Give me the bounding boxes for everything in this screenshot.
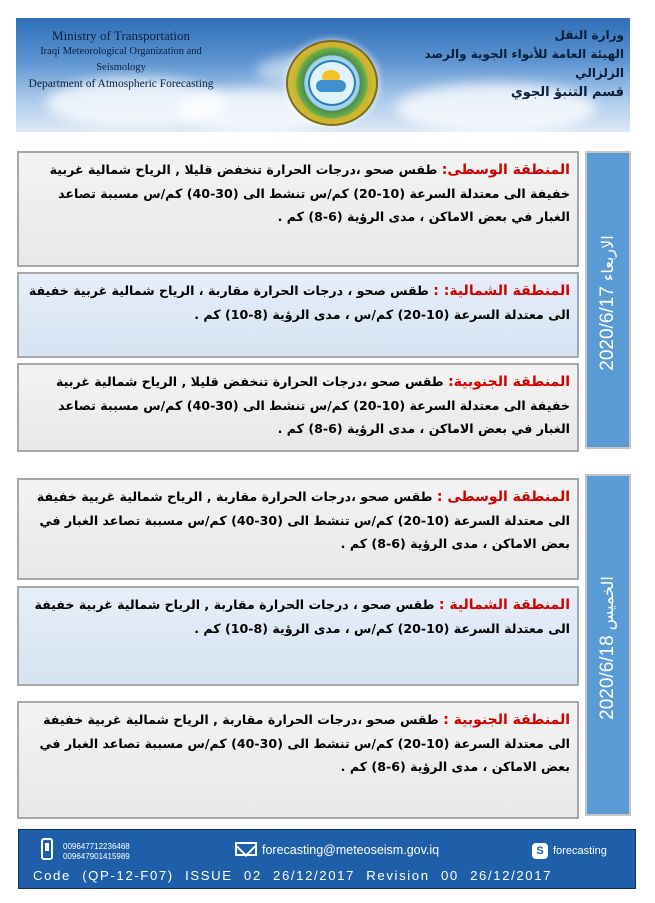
envelope-icon [235,842,257,856]
forecast-text: طقس صحو ،درجات الحرارة مقاربة , الرياح شمالية غربية خفيفة الى معتدلة السرعة (10-20) كم/س تنشط الى (30-40) كم/س مسببة تصاعد الغبار في بعض الاماكن ، مدى الرؤية (6-8) كم . [39,712,570,774]
region-name: المنطقة الجنوبية : [443,712,570,728]
date-label: 2020/6/17 [597,286,618,371]
organization-name-ar: الهيئة العامة للأنواء الجوية والرصد الزلزالي [424,47,624,80]
forecast-south-day1 [17,363,579,452]
phone-number: 009647901415989 [63,852,130,861]
skype-icon: S [532,843,548,859]
department-name-ar: قسم التنبؤ الجوي [510,85,624,100]
department-name-en: Department of Atmospheric Forecasting [28,78,214,90]
date-bar-day1 [585,151,631,449]
region-name: المنطقة الوسطى : [436,489,570,505]
region-name: المنطقة الشمالية : [438,597,570,613]
forecast-text: طقس صحو ، درجات الحرارة مقاربة ، الرياح شمالية غربية خفيفة الى معتدلة السرعة (10-20) كم/س ، مدى الرؤية (8-10) كم . [28,283,570,322]
ministry-name-ar: وزارة النقل [554,28,624,42]
phone-number: 009647712236468 [63,842,130,851]
day-name-label: الاربعاء [600,235,617,282]
forecast-text: طقس صحو ،درجات الحرارة تنخفض قليلا , الرياح شمالية غربية خفيفة الى معتدلة السرعة (10-20) كم/س تنشط الى (30-40) كم/س مسببة تصاعد الغبار في بعض الاماكن ، مدى الرؤية (6-8) كم . [49,162,570,224]
header-english-block [16,28,226,92]
phone-numbers [63,842,130,862]
forecast-south-day2 [17,701,579,819]
organization-logo-icon [286,40,378,126]
ministry-name-en: Ministry of Transportation [52,28,190,43]
forecast-north-day1 [17,272,579,358]
document-code: Code (QP-12-F07) ISSUE 02 26/12/2017 Revision 00 26/12/2017 [33,868,553,883]
date-bar-day2 [585,474,631,816]
forecast-north-day2 [17,586,579,686]
forecast-text: طقس صحو ،درجات الحرارة مقاربة , الرياح شمالية غربية خفيفة الى معتدلة السرعة (10-20) كم/س تنشط الى (30-40) كم/س مسببة تصاعد الغبار في بعض الاماكن ، مدى الرؤية (6-8) كم . [36,489,570,551]
day-name-label: الخميس [600,576,617,631]
forecast-text: طقس صحو ،درجات الحرارة تنخفض قليلا , الرياح شمالية غربية خفيفة الى معتدلة السرعة (10-20) كم/س تنشط الى (30-40) كم/س مسببة تصاعد الغبار في بعض الاماكن ، مدى الرؤية (6-8) كم . [55,374,570,436]
organization-name-en: Iraqi Meteorological Organization and Seismology [40,46,202,73]
forecast-central-day2 [17,478,579,580]
header-arabic-block [424,26,624,102]
mobile-phone-icon [41,838,53,860]
region-name: المنطقة الشمالية: : [433,283,570,299]
skype-handle[interactable]: forecasting [553,845,607,857]
email-address[interactable]: forecasting@meteoseism.gov.iq [262,843,440,857]
forecast-text: طقس صحو ، درجات الحرارة مقاربة , الرياح شمالية غربية خفيفة الى معتدلة السرعة (10-20) كم/س ، مدى الرؤية (8-10) كم . [34,597,570,636]
footer-bar [18,829,636,889]
region-name: المنطقة الجنوبية: [448,374,570,390]
date-label: 2020/6/18 [597,635,618,720]
region-name: المنطقة الوسطى: [441,162,570,178]
header-banner [16,18,630,132]
forecast-central-day1 [17,151,579,267]
